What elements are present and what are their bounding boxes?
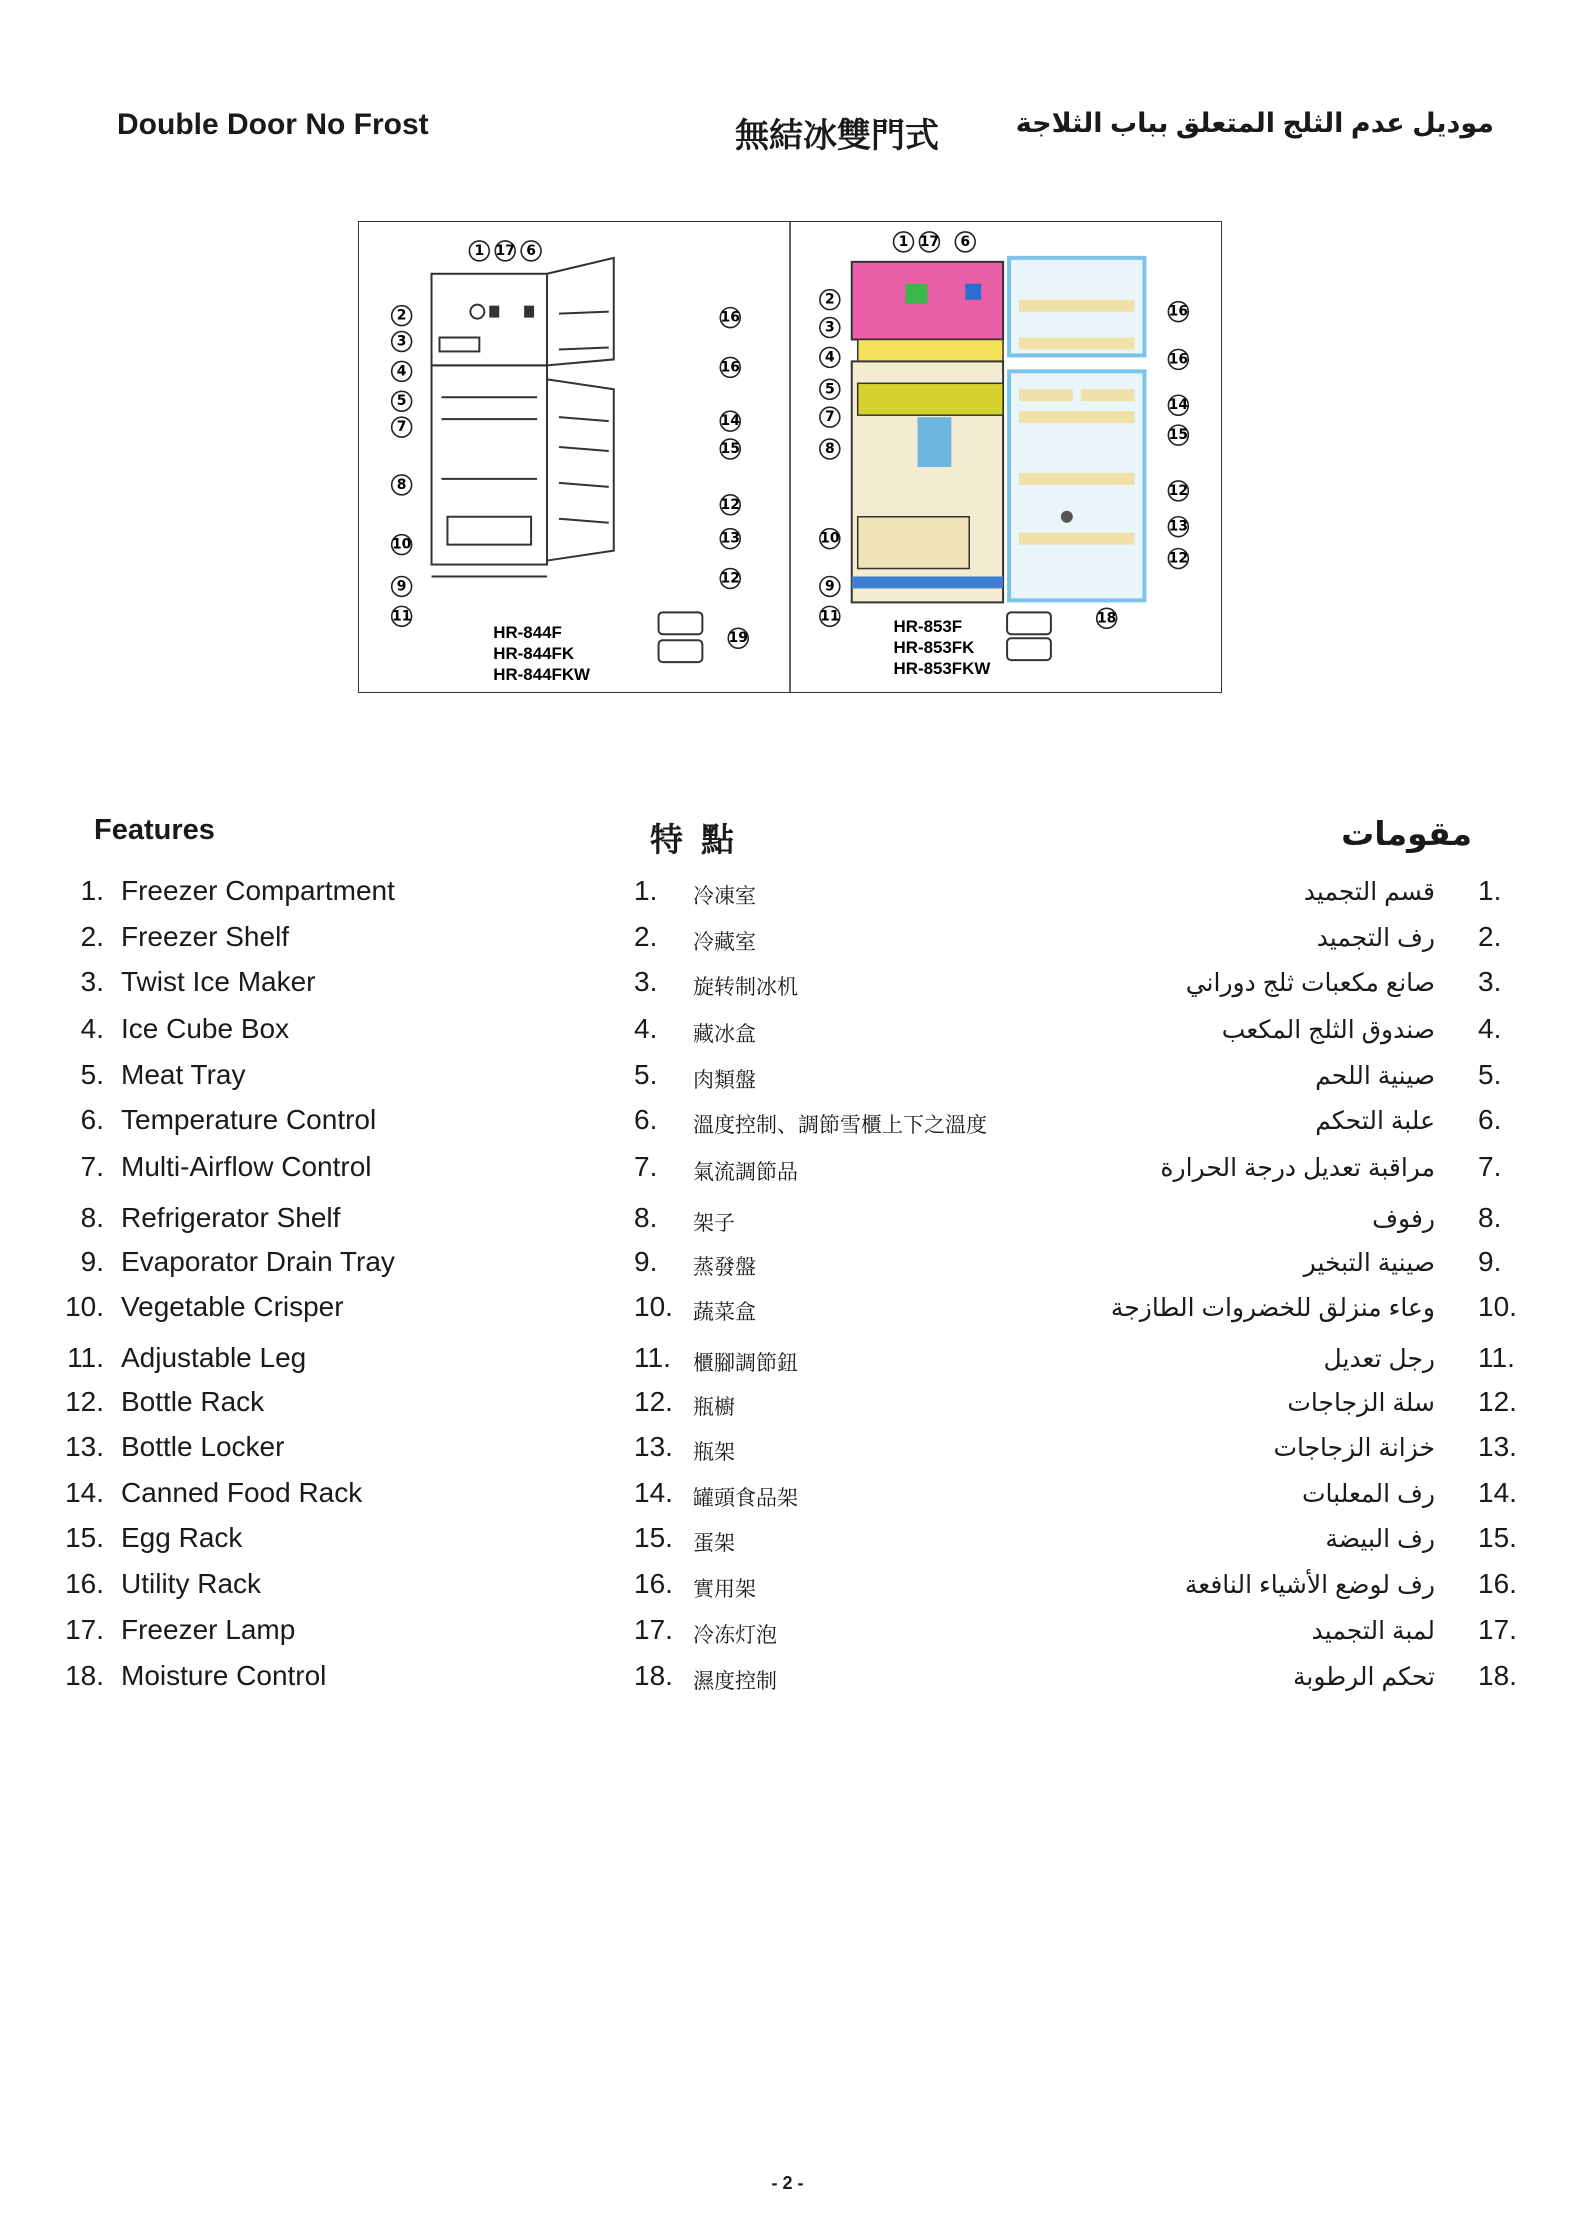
feature-row (0, 966, 1575, 1006)
feature-number-english: 9. (80, 1246, 104, 1277)
feature-name-arabic: وعاء منزلق للخضروات الطازجة (1110, 1294, 1435, 1322)
callout-16a-right (1168, 302, 1188, 322)
feature-name-arabic: صينية التبخير (1303, 1249, 1435, 1277)
svg-text:14: 14 (720, 413, 740, 430)
svg-text:2: 2 (396, 307, 407, 324)
feature-name-arabic: خزانة الزجاجات (1273, 1434, 1435, 1462)
feature-number-english: 17. (65, 1614, 104, 1645)
feature-number-english: 6. (80, 1104, 104, 1135)
svg-text:19: 19 (728, 630, 748, 647)
left-temperature-panel (470, 305, 534, 319)
svg-text:10: 10 (820, 530, 840, 547)
callout-11-right (820, 606, 840, 626)
feature-name-english: Twist Ice Maker (121, 966, 316, 997)
feature-name-english: Freezer Compartment (121, 875, 395, 906)
svg-text:18: 18 (1096, 610, 1117, 627)
feature-row (0, 875, 1575, 915)
callout-12b-left (720, 569, 740, 589)
feature-name-english: Bottle Rack (121, 1386, 265, 1417)
feature-number-chinese: 2. (634, 921, 658, 952)
callout-14-right (1168, 395, 1188, 415)
svg-text:14: 14 (1168, 397, 1189, 414)
svg-text:12: 12 (720, 570, 740, 587)
svg-text:16: 16 (1168, 351, 1189, 368)
feature-number-arabic: 3. (1478, 966, 1502, 997)
feature-row (0, 1477, 1575, 1517)
feature-row (0, 1059, 1575, 1099)
callout-12a-left (720, 495, 740, 515)
svg-text:3: 3 (396, 333, 407, 350)
feature-name-arabic: صانع مكعبات ثلج دوراني (1185, 969, 1435, 997)
feature-name-arabic: صينية اللحم (1315, 1062, 1435, 1090)
left-model-labels (493, 623, 590, 684)
callout-5-right (820, 379, 840, 399)
callout-10-right (820, 529, 840, 549)
model-hr-844fk: HR-844FK (493, 644, 575, 664)
svg-text:8: 8 (396, 476, 407, 493)
feature-number-english: 2. (80, 921, 104, 952)
feature-number-chinese: 18. (634, 1660, 673, 1691)
feature-name-arabic: رف التجميد (1316, 924, 1435, 952)
feature-name-english: Freezer Lamp (121, 1614, 296, 1645)
svg-text:12: 12 (1168, 482, 1189, 499)
feature-number-english: 12. (65, 1386, 104, 1417)
feature-number-arabic: 1. (1478, 875, 1502, 906)
feature-number-english: 1. (80, 875, 104, 906)
feature-name-english: Evaporator Drain Tray (121, 1246, 395, 1277)
feature-row (0, 1013, 1575, 1053)
feature-name-english: Ice Cube Box (121, 1013, 290, 1044)
feature-number-chinese: 8. (634, 1202, 658, 1233)
features-title-chinese: 特點 (650, 820, 752, 859)
feature-name-arabic: صندوق الثلج المكعب (1221, 1016, 1435, 1044)
feature-number-chinese: 13. (634, 1431, 673, 1462)
feature-name-english: Multi-Airflow Control (121, 1151, 372, 1182)
feature-name-arabic: رفوف (1372, 1205, 1435, 1233)
diagram-svg (359, 222, 1221, 692)
callout-15-right (1168, 425, 1188, 445)
feature-name-english: Egg Rack (121, 1522, 243, 1553)
svg-text:16: 16 (720, 359, 740, 376)
svg-text:17: 17 (919, 233, 940, 250)
feature-row (0, 1202, 1575, 1242)
feature-number-arabic: 16. (1478, 1568, 1517, 1599)
svg-text:2: 2 (824, 291, 835, 308)
feature-number-arabic: 18. (1478, 1660, 1517, 1691)
model-hr-853fkw: HR-853FKW (893, 659, 991, 679)
svg-text:5: 5 (396, 393, 407, 410)
feature-name-english: Temperature Control (121, 1104, 377, 1135)
feature-name-chinese: 氣流調節品 (693, 1160, 798, 1184)
feature-name-english: Freezer Shelf (121, 921, 290, 952)
feature-number-english: 13. (65, 1431, 104, 1462)
svg-text:17: 17 (495, 242, 515, 259)
feature-name-chinese: 瓶櫥 (693, 1395, 735, 1419)
feature-number-chinese: 14. (634, 1477, 673, 1508)
feature-number-english: 11. (67, 1342, 104, 1373)
svg-text:9: 9 (824, 578, 835, 595)
left-fridge-drawing (432, 258, 703, 662)
feature-number-english: 15. (65, 1522, 104, 1553)
feature-number-arabic: 4. (1478, 1013, 1502, 1044)
callout-4-right (820, 347, 840, 367)
callout-12a-right (1168, 481, 1188, 501)
feature-name-arabic: علبة التحكم (1315, 1107, 1435, 1135)
feature-number-chinese: 15. (634, 1522, 673, 1553)
feature-name-english: Refrigerator Shelf (121, 1202, 341, 1233)
callout-13-left (720, 529, 740, 549)
feature-row (0, 1291, 1575, 1331)
feature-name-chinese: 溫度控制、調節雪櫃上下之溫度 (693, 1113, 987, 1137)
callout-2-left (392, 306, 412, 326)
feature-number-english: 18. (65, 1660, 104, 1691)
feature-number-arabic: 13. (1478, 1431, 1517, 1462)
feature-name-chinese: 蔬菜盒 (693, 1300, 756, 1324)
callout-1-right (894, 232, 914, 252)
feature-name-arabic: رف المعلبات (1302, 1480, 1435, 1508)
feature-number-chinese: 6. (634, 1104, 658, 1135)
svg-text:16: 16 (720, 309, 740, 326)
feature-number-english: 5. (80, 1059, 104, 1090)
svg-text:4: 4 (396, 363, 407, 380)
svg-text:13: 13 (1168, 518, 1189, 535)
svg-text:12: 12 (1168, 550, 1189, 567)
callout-16a-left (720, 308, 740, 328)
feature-name-chinese: 瓶架 (693, 1440, 735, 1464)
callout-16b-left (720, 357, 740, 377)
feature-name-arabic: رف البيضة (1325, 1525, 1435, 1553)
features-title-english: Features (94, 814, 215, 846)
feature-number-arabic: 7. (1478, 1151, 1502, 1182)
callout-13-right (1168, 517, 1188, 537)
feature-number-chinese: 7. (634, 1151, 658, 1182)
svg-text:7: 7 (824, 409, 835, 426)
feature-number-arabic: 14. (1478, 1477, 1517, 1508)
feature-number-arabic: 10. (1478, 1291, 1517, 1322)
callout-1-left (469, 241, 489, 261)
callout-18-right (1097, 608, 1117, 628)
feature-name-chinese: 冷藏室 (693, 930, 756, 954)
feature-name-english: Moisture Control (121, 1660, 327, 1691)
feature-number-arabic: 8. (1478, 1202, 1502, 1233)
svg-text:5: 5 (824, 381, 835, 398)
feature-name-arabic: رف لوضع الأشياء النافعة (1184, 1571, 1435, 1599)
feature-name-chinese: 藏冰盒 (693, 1022, 756, 1046)
left-callouts (392, 241, 748, 648)
callout-2-right (820, 290, 840, 310)
feature-name-chinese: 實用架 (693, 1577, 756, 1601)
feature-name-arabic: تحكم الرطوبة (1292, 1663, 1435, 1691)
feature-row (0, 1342, 1575, 1382)
feature-number-english: 8. (80, 1202, 104, 1233)
feature-number-chinese: 4. (634, 1013, 658, 1044)
right-model-labels (894, 617, 991, 678)
feature-number-arabic: 2. (1478, 921, 1502, 952)
callout-10-left (392, 535, 412, 555)
svg-text:1: 1 (898, 233, 909, 250)
feature-name-chinese: 蛋架 (693, 1531, 735, 1555)
feature-number-arabic: 15. (1478, 1522, 1517, 1553)
features-title-arabic: مقومات (1341, 815, 1472, 852)
callout-19-left (728, 628, 748, 648)
feature-row (0, 1522, 1575, 1562)
callout-6-left (521, 241, 541, 261)
feature-name-chinese: 蒸發盤 (693, 1255, 756, 1279)
page-title-arabic: موديل عدم الثلج المتعلق بباب الثلاجة (1015, 108, 1494, 138)
feature-row (0, 1151, 1575, 1191)
svg-text:6: 6 (960, 233, 971, 250)
feature-name-arabic: لمبة التجميد (1311, 1617, 1435, 1645)
feature-name-chinese: 架子 (693, 1211, 735, 1235)
feature-number-english: 14. (65, 1477, 104, 1508)
feature-row (0, 1386, 1575, 1426)
feature-name-english: Vegetable Crisper (121, 1291, 344, 1322)
callout-9-left (392, 576, 412, 596)
svg-text:12: 12 (720, 496, 740, 513)
feature-number-chinese: 1. (634, 875, 658, 906)
callout-5-left (392, 391, 412, 411)
feature-number-english: 7. (80, 1151, 104, 1182)
page-number: - 2 - (771, 2173, 804, 2193)
feature-name-chinese: 櫃腳調節鈕 (693, 1351, 798, 1375)
feature-name-arabic: قسم التجميد (1303, 878, 1435, 906)
callout-9-right (820, 576, 840, 596)
feature-number-chinese: 17. (634, 1614, 673, 1645)
model-hr-853f: HR-853F (893, 617, 963, 637)
feature-name-arabic: سلة الزجاجات (1287, 1389, 1435, 1417)
svg-text:13: 13 (720, 530, 740, 547)
model-hr-853fk: HR-853FK (893, 638, 975, 658)
callout-8-left (392, 475, 412, 495)
svg-text:10: 10 (391, 536, 412, 553)
feature-number-arabic: 11. (1478, 1342, 1515, 1373)
feature-number-english: 10. (65, 1291, 104, 1322)
callout-7-left (392, 417, 412, 437)
feature-name-chinese: 濕度控制 (693, 1669, 777, 1693)
feature-name-arabic: رجل تعديل (1323, 1345, 1435, 1373)
callout-15-left (720, 439, 740, 459)
callout-16b-right (1168, 349, 1188, 369)
model-hr-844f: HR-844F (493, 623, 562, 643)
page-title-chinese: 無結冰雙門式 (735, 116, 939, 156)
svg-text:16: 16 (1168, 303, 1189, 320)
svg-text:11: 11 (391, 608, 412, 625)
feature-name-english: Canned Food Rack (121, 1477, 363, 1508)
feature-name-english: Adjustable Leg (121, 1342, 307, 1373)
callout-14-left (720, 411, 740, 431)
feature-number-arabic: 9. (1478, 1246, 1502, 1277)
svg-text:15: 15 (720, 441, 740, 458)
feature-number-english: 16. (65, 1568, 104, 1599)
feature-row (0, 1614, 1575, 1654)
svg-text:15: 15 (1168, 427, 1189, 444)
feature-name-chinese: 旋转制冰机 (693, 975, 798, 999)
feature-row (0, 1246, 1575, 1286)
feature-name-english: Utility Rack (121, 1568, 262, 1599)
feature-row (0, 1431, 1575, 1471)
callout-12b-right (1168, 549, 1188, 569)
feature-row (0, 1104, 1575, 1144)
svg-text:11: 11 (820, 608, 840, 625)
feature-name-chinese: 罐頭食品架 (693, 1486, 798, 1510)
svg-text:4: 4 (824, 349, 835, 366)
page-title-english: Double Door No Frost (117, 108, 429, 141)
svg-text:6: 6 (526, 242, 536, 259)
feature-number-chinese: 5. (634, 1059, 658, 1090)
feature-number-arabic: 17. (1478, 1614, 1517, 1645)
feature-number-chinese: 9. (634, 1246, 658, 1277)
feature-number-arabic: 6. (1478, 1104, 1502, 1135)
svg-text:8: 8 (824, 441, 835, 458)
callout-17-right (919, 232, 939, 252)
feature-number-english: 3. (80, 966, 104, 997)
feature-name-chinese: 冷冻灯泡 (693, 1623, 777, 1647)
feature-name-english: Bottle Locker (121, 1431, 285, 1462)
callout-8-right (820, 439, 840, 459)
feature-name-arabic: مراقبة تعديل درجة الحرارة (1160, 1154, 1435, 1182)
callout-3-left (392, 332, 412, 352)
svg-text:7: 7 (396, 419, 407, 436)
feature-number-chinese: 12. (634, 1386, 673, 1417)
callout-4-left (392, 361, 412, 381)
feature-name-chinese: 冷凍室 (693, 884, 756, 908)
feature-number-arabic: 5. (1478, 1059, 1502, 1090)
svg-text:9: 9 (396, 578, 407, 595)
svg-text:1: 1 (474, 242, 485, 259)
feature-name-english: Meat Tray (121, 1059, 246, 1090)
callout-7-right (820, 407, 840, 427)
feature-number-chinese: 16. (634, 1568, 673, 1599)
feature-number-chinese: 10. (634, 1291, 673, 1322)
right-fridge-drawing (852, 258, 1145, 660)
feature-row (0, 921, 1575, 961)
callout-3-right (820, 318, 840, 338)
feature-number-chinese: 11. (634, 1342, 671, 1373)
feature-number-english: 4. (80, 1013, 104, 1044)
callout-11-left (392, 606, 412, 626)
svg-text:3: 3 (824, 319, 835, 336)
feature-number-arabic: 12. (1478, 1386, 1517, 1417)
feature-name-chinese: 肉類盤 (693, 1068, 756, 1092)
callout-6-right (955, 232, 975, 252)
feature-row (0, 1660, 1575, 1700)
refrigerator-diagram (358, 221, 1222, 693)
feature-row (0, 1568, 1575, 1608)
model-hr-844fkw: HR-844FKW (493, 665, 591, 685)
callout-17-left (495, 241, 515, 261)
feature-number-chinese: 3. (634, 966, 658, 997)
